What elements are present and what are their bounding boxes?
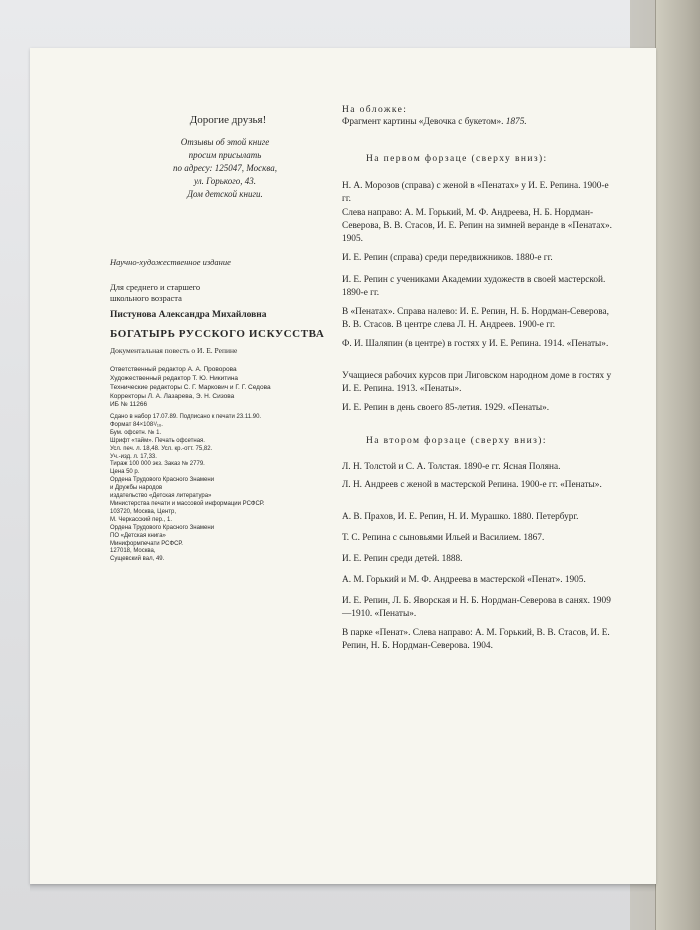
greeting: Дорогие друзья! [189, 114, 267, 126]
first-endpaper-item: И. Е. Репин с учениками Академии художеств в своей мастерской. 1890-е гг. [342, 275, 606, 298]
first-endpaper-item: В «Пенатах». Справа налево: И. Е. Репин, Н. Б. Нордман-Северова, В. В. Стасов. В центре слева Л. Н. Андреев. 1900-е гг. [342, 307, 609, 330]
second-endpaper-heading: На втором форзаце (сверху вниз): [366, 436, 547, 446]
first-endpaper-item: И. Е. Репин в день своего 85-летия. 1929. «Пенаты». [342, 403, 550, 413]
address-line: Дом детской книги. [187, 189, 263, 199]
editor-line: Технические редакторы С. Г. Маркович и Г. Г. Седова [110, 384, 271, 391]
imprint-line: Формат 84×108¹/₁₆. [110, 421, 163, 428]
book-title: БОГАТЫРЬ РУССКОГО ИСКУССТВА [110, 328, 325, 340]
editors-list [110, 365, 271, 401]
second-endpaper-item: А. М. Горький и М. Ф. Андреева в мастерской «Пенат». 1905. [342, 575, 586, 585]
imprint-line: Министерства печати и массовой информации РСФСР. [110, 500, 265, 507]
address-line: просим присылать [188, 150, 262, 160]
book-subtitle: Документальная повесть о И. Е. Репине [110, 346, 238, 355]
second-endpaper-item: А. В. Прахов, И. Е. Репин, Н. И. Мурашко. 1880. Петербург. [342, 512, 579, 522]
editor-line: Ответственный редактор А. А. Проворова [110, 366, 237, 373]
imprint-line: Тираж 100 000 экз. Заказ № 2779. [110, 461, 205, 468]
author-name: Пистунова Александра Михайловна [110, 310, 267, 320]
imprint-line: Ордена Трудового Красного Знамени [110, 524, 215, 531]
imprint-line: Миниформпечати РСФСР. [110, 540, 183, 547]
imprint-line: и Дружбы народов [110, 485, 163, 492]
page-shadow [30, 884, 656, 892]
address-line: Отзывы об этой книге [180, 137, 270, 147]
audience-line: школьного возраста [110, 293, 182, 303]
imprint-line: ПО «Детская книга» [110, 532, 166, 539]
imprint-line: Ордена Трудового Красного Знамени [110, 477, 215, 484]
audience-line: Для среднего и старшего [110, 282, 201, 292]
imprint-line: Шрифт «тайм». Печать офсетная. [110, 437, 205, 444]
imprint-line: Сдано в набор 17.07.89. Подписано к печати 23.11.90. [110, 414, 262, 420]
imprint-line: 103720, Москва, Центр, [110, 508, 177, 515]
imprint-line: Сущевский вал, 49. [110, 556, 165, 563]
editor-line: Корректоры Л. А. Лазарева, Э. Н. Сизова [110, 393, 235, 400]
second-endpaper-item: В парке «Пенат». Слева направо: А. М. Горький, В. В. Стасов, И. Е. Репин, Н. Б. Нордман-Северова. 1904. [342, 628, 610, 651]
imprint-line: Цена 50 р. [110, 469, 140, 476]
cover-caption [342, 116, 618, 129]
second-endpaper-item: Т. С. Репина с сыновьями Ильей и Василием. 1867. [342, 533, 545, 543]
first-endpaper-item: Ф. И. Шаляпин (в центре) в гостях у И. Е. Репина. 1914. «Пенаты». [342, 339, 609, 349]
address-line: ул. Горького, 43. [193, 176, 257, 186]
second-endpaper-item: Л. Н. Толстой и С. А. Толстая. 1890-е гг. Ясная Поляна. [342, 462, 561, 472]
imprint-line: 127018, Москва, [110, 548, 156, 555]
first-endpaper-item: Учащиеся рабочих курсов при Лиговском народном доме в гостях у И. Е. Репина. 1913. «Пенаты». [342, 371, 612, 394]
imprint-block [110, 414, 340, 564]
feedback-address [110, 136, 340, 201]
imprint-line: М. Черкасский пер., 1. [110, 516, 173, 523]
address-line: по адресу: 125047, Москва, [173, 163, 277, 173]
imprint-line: издательство «Детская литература» [110, 493, 212, 500]
ib-number: ИБ № 11266 [110, 401, 148, 408]
adjacent-page-edge [655, 0, 700, 930]
cover-text: Фрагмент картины «Девочка с букетом». [342, 117, 504, 127]
second-endpaper-item: Л. Н. Андреев с женой в мастерской Репина. 1900-е гг. «Пенаты». [342, 480, 602, 490]
edition-type: Научно-художественное издание [110, 257, 231, 267]
cover-heading: На обложке: [342, 105, 408, 115]
second-endpaper-item: И. Е. Репин, Л. Б. Яворская и Н. Б. Нордман-Северова в санях. 1909—1910. «Пенаты». [342, 596, 611, 619]
book-page [30, 48, 656, 884]
audience [110, 282, 200, 304]
imprint-line: Уч.-изд. л. 17,33. [110, 453, 157, 460]
first-endpaper-item: Слева направо: А. М. Горький, М. Ф. Андреева, Н. Б. Нордман-Северова, В. В. Стасов, И. Е. Репин на зимней веранде в «Пенатах». 1905. [342, 208, 612, 244]
editor-line: Художественный редактор Т. Ю. Никитина [110, 375, 239, 382]
imprint-line: Усл. печ. л. 18,48. Усл. кр.-отт. 75,82. [110, 445, 213, 452]
first-endpaper-heading: На первом форзаце (сверху вниз): [366, 154, 548, 164]
second-endpaper-item: И. Е. Репин среди детей. 1888. [342, 554, 463, 564]
imprint-line: Бум. офсетн. № 1. [110, 429, 162, 436]
first-endpaper-item: Н. А. Морозов (справа) с женой в «Пенатах» у И. Е. Репина. 1900-е гг. [342, 181, 609, 204]
first-endpaper-item: И. Е. Репин (справа) среди передвижников. 1880-е гг. [342, 253, 553, 263]
cover-year: 1875. [505, 117, 527, 127]
